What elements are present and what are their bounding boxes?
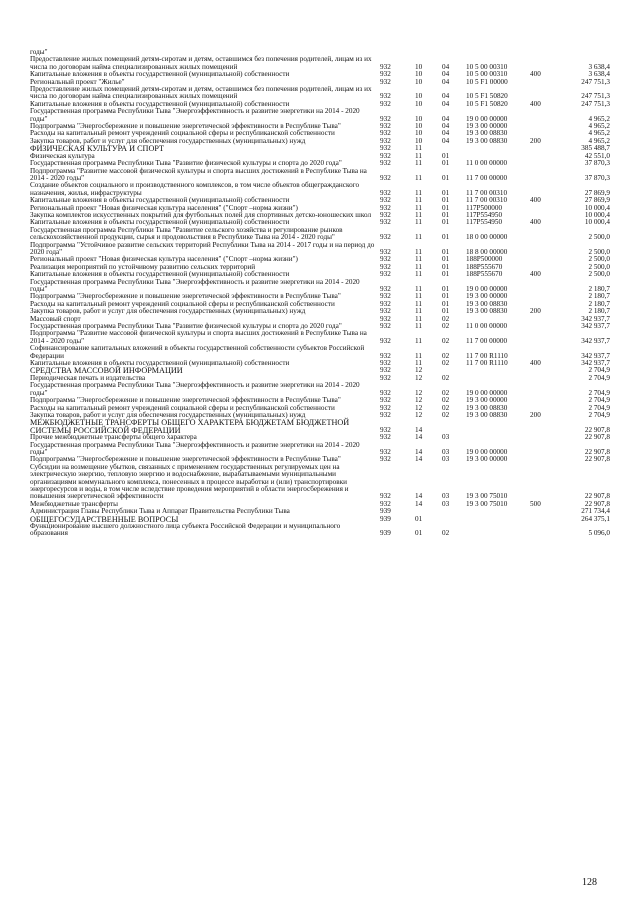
dept-code-cell: 932	[380, 307, 391, 316]
amount-cell: 2 500,0	[588, 255, 610, 264]
target-item-code-cell: 11 0 00 00000	[466, 322, 508, 331]
dept-code-cell: 932	[380, 314, 391, 323]
section-code-cell: 11	[415, 203, 422, 212]
target-item-code-cell: 18 8 00 00000	[466, 247, 508, 256]
target-item-code-cell: 19 3 00 00000	[466, 396, 508, 405]
amount-cell: 2 500,0	[588, 233, 610, 242]
table-row	[30, 227, 610, 242]
section-code-cell: 11	[415, 299, 422, 308]
description-cell: Государственная программа Республики Тыва "Развитие физической культуры и спорта до 2020 года"	[30, 159, 342, 168]
subsection-code-cell: 03	[442, 492, 450, 501]
subsection-code-cell: 02	[442, 351, 450, 360]
section-code-cell: 11	[415, 292, 422, 301]
target-item-code-cell: 117P554950	[466, 210, 503, 219]
dept-code-cell: 932	[380, 403, 391, 412]
target-item-code-cell: 188P500000	[466, 255, 503, 264]
amount-cell: 3 638,4	[588, 62, 610, 71]
amount-cell: 2 704,9	[588, 410, 610, 419]
description-cell: Подпрограмма "Развитие массовой физической культуры и спорта высших достижений в Республике Тыва на 2014 - 2020 годы"	[30, 166, 367, 182]
amount-cell: 22 907,8	[584, 447, 610, 456]
target-item-code-cell: 19 3 00 75010	[466, 499, 508, 508]
table-row	[30, 523, 610, 538]
dept-code-cell: 932	[380, 447, 391, 456]
amount-cell: 3 638,4	[588, 70, 610, 79]
dept-code-cell: 932	[380, 77, 391, 86]
section-code-cell: 10	[415, 92, 423, 101]
subsection-code-cell: 02	[442, 314, 450, 323]
subsection-code-cell: 04	[442, 70, 450, 79]
description-cell: Подпрограмма "Энергосбережение и повышение энергетической эффективности в Республике Тыва"	[30, 122, 341, 131]
section-code-cell: 11	[415, 196, 422, 205]
target-item-code-cell: 10 5 00 00310	[466, 70, 508, 79]
description-cell: Капитальные вложения в объекты государственной (муниципальной) собственности	[30, 196, 290, 205]
dept-code-cell: 932	[380, 188, 391, 197]
description-cell: Предоставление жилых помещений детям-сиротам и детям, оставшимся без попечения родителей, лицам из их числа по договорам найма специализированных жилых помещений	[30, 55, 372, 71]
amount-cell: 2 180,7	[588, 285, 610, 293]
amount-cell: 2 704,9	[588, 396, 610, 405]
table-row	[30, 86, 610, 101]
description-cell: Подпрограмма "Энергосбережение и повышение энергетической эффективности в Республике Тыва"	[30, 455, 341, 464]
amount-cell: 10 000,4	[584, 218, 610, 227]
description-cell: Создание объектов социального и производственного комплексов, в том числе объектов общегражданского назначения, жилья, инфраструктуры	[30, 181, 360, 197]
description-cell: Прочие межбюджетные трансферты общего характера	[30, 433, 197, 442]
target-item-code-cell: 19 3 00 08830	[466, 299, 508, 308]
subsection-code-cell: 03	[442, 455, 450, 464]
description-cell: Государственная программа Республики Тыва "Энергоэффективность и развитие энергетики на 2014 - 2020 годы"	[30, 440, 360, 456]
section-code-cell: 11	[415, 351, 422, 360]
target-item-code-cell: 10 5 F1 50820	[466, 92, 508, 101]
description-cell: Закупка товаров, работ и услуг для обеспечения государственных (муниципальных) нужд	[30, 410, 306, 419]
section-code-cell: 11	[415, 188, 422, 197]
amount-cell: 2 500,0	[588, 247, 610, 256]
dept-code-cell: 932	[380, 285, 391, 293]
section-code-cell: 10	[415, 114, 423, 123]
section-code-cell: 10	[415, 77, 423, 86]
dept-code-cell: 932	[380, 129, 391, 138]
target-item-code-cell: 19 3 00 00000	[466, 122, 508, 131]
dept-code-cell: 932	[380, 233, 391, 242]
dept-code-cell: 932	[380, 366, 391, 375]
subsection-code-cell: 01	[442, 299, 450, 308]
target-item-code-cell: 19 0 00 00000	[466, 285, 508, 293]
description-cell: Реализация мероприятий по устойчивому развитию сельских территорий	[30, 262, 256, 271]
amount-cell: 342 937,7	[581, 314, 610, 323]
dept-code-cell: 932	[380, 255, 391, 264]
amount-cell: 342 937,7	[581, 359, 610, 368]
target-item-code-cell: 10 5 F1 50820	[466, 99, 508, 108]
description-cell: Региональный проект "Новая физическая культура населения" ("Спорт –норма жизни")	[30, 255, 298, 264]
expense-type-code-cell: 200	[530, 410, 541, 419]
section-code-cell: 11	[415, 322, 422, 331]
subsection-code-cell: 02	[442, 373, 450, 382]
table-row	[30, 464, 610, 501]
section-code-cell: 10	[415, 62, 423, 71]
section-code-cell: 11	[415, 151, 422, 160]
section-code-cell: 10	[415, 99, 423, 108]
subsection-code-cell: 02	[442, 529, 450, 538]
target-item-code-cell: 19 3 00 00000	[466, 292, 508, 301]
amount-cell: 37 870,3	[584, 159, 610, 168]
subsection-code-cell: 04	[442, 129, 450, 138]
subsection-code-cell: 04	[442, 114, 450, 123]
section-code-cell: 14	[415, 447, 423, 456]
target-item-code-cell: 19 3 00 00000	[466, 455, 508, 464]
section-code-cell: 11	[415, 270, 422, 279]
description-cell: Подпрограмма "Устойчивое развитие сельских территорий Республики Тыва на 2014 - 2017 годы и на период до 2020 года"	[30, 240, 375, 256]
section-code-cell: 12	[415, 403, 423, 412]
table-row	[30, 345, 610, 360]
dept-code-cell: 932	[380, 425, 391, 434]
target-item-code-cell: 11 7 00 00000	[466, 336, 508, 345]
description-cell: Государственная программа Республики Тыва "Энергоэффективность и развитие энергетики на 2014 - 2020 годы"	[30, 107, 360, 123]
subsection-code-cell: 02	[442, 322, 450, 331]
section-code-cell: 11	[415, 144, 422, 153]
page-number: 128	[582, 877, 597, 888]
section-code-cell: 11	[415, 314, 422, 323]
target-item-code-cell: 11 7 00 00310	[466, 196, 508, 205]
description-cell: Периодическая печать и издательства	[30, 373, 146, 382]
amount-cell: 4 965,2	[588, 114, 610, 123]
subsection-code-cell: 02	[442, 410, 450, 419]
section-code-cell: 12	[415, 410, 423, 419]
amount-cell: 2 180,7	[588, 307, 610, 316]
description-cell: Региональный проект "Жилье"	[30, 77, 125, 86]
target-item-code-cell: 19 0 00 00000	[466, 114, 508, 123]
description-cell: Государственная программа Республики Тыва "Развитие физической культуры и спорта до 2020 года"	[30, 322, 342, 331]
table-row	[30, 308, 610, 315]
description-cell: Расходы на капитальный ремонт учреждений социальной сферы и республиканской собственности	[30, 129, 335, 138]
dept-code-cell: 932	[380, 292, 391, 301]
dept-code-cell: 932	[380, 270, 391, 279]
amount-cell: 10 000,4	[584, 210, 610, 219]
dept-code-cell: 932	[380, 492, 391, 501]
section-code-cell: 12	[415, 388, 423, 397]
dept-code-cell: 932	[380, 122, 391, 131]
subsection-code-cell: 01	[442, 292, 450, 301]
table-row	[30, 419, 610, 434]
table-row	[30, 442, 610, 457]
subsection-code-cell: 01	[442, 233, 450, 242]
budget-table	[30, 49, 610, 538]
description-cell: ОБЩЕГОСУДАРСТВЕННЫЕ ВОПРОСЫ	[30, 514, 179, 524]
target-item-code-cell: 11 7 00 R1110	[466, 351, 508, 360]
section-code-cell: 10	[415, 136, 423, 145]
subsection-code-cell: 03	[442, 433, 450, 442]
subsection-code-cell: 01	[442, 203, 450, 212]
section-code-cell: 01	[415, 514, 423, 523]
section-code-cell: 14	[415, 425, 423, 434]
section-code-cell: 10	[415, 70, 423, 79]
amount-cell: 247 751,3	[581, 92, 610, 101]
description-cell: Межбюджетные трансферты	[30, 499, 118, 508]
dept-code-cell: 932	[380, 359, 391, 368]
dept-code-cell: 939	[380, 529, 391, 538]
expense-type-code-cell: 500	[530, 499, 541, 508]
expense-type-code-cell: 400	[530, 270, 541, 279]
dept-code-cell: 932	[380, 433, 391, 442]
target-item-code-cell: 19 0 00 00000	[466, 388, 508, 397]
description-cell: Массовый спорт	[30, 314, 81, 323]
amount-cell: 42 551,0	[584, 151, 610, 160]
amount-cell: 5 096,0	[588, 529, 610, 538]
dept-code-cell: 932	[380, 499, 391, 508]
dept-code-cell: 932	[380, 203, 391, 212]
description-cell: Подпрограмма "Энергосбережение и повышение энергетической эффективности в Республике Тыва"	[30, 396, 341, 405]
amount-cell: 2 704,9	[588, 366, 610, 375]
section-code-cell: 10	[415, 122, 423, 131]
expense-type-code-cell: 400	[530, 218, 541, 227]
subsection-code-cell: 01	[442, 255, 450, 264]
target-item-code-cell: 18 0 00 00000	[466, 233, 508, 242]
amount-cell: 4 965,2	[588, 136, 610, 145]
section-code-cell: 11	[415, 210, 422, 219]
table-row	[30, 279, 610, 294]
subsection-code-cell: 04	[442, 62, 450, 71]
section-code-cell: 12	[415, 373, 423, 382]
description-cell: Капитальные вложения в объекты государственной (муниципальной) собственности	[30, 70, 290, 79]
amount-cell: 385 488,7	[581, 144, 610, 153]
amount-cell: 2 180,7	[588, 292, 610, 301]
dept-code-cell: 932	[380, 322, 391, 331]
description-cell: Подпрограмма "Энергосбережение и повышение энергетической эффективности в Республике Тыва"	[30, 292, 341, 301]
subsection-code-cell: 04	[442, 77, 450, 86]
amount-cell: 342 937,7	[581, 322, 610, 331]
description-cell: Закупка комплектов искусственных покрытий для футбольных полей для спортивных детско-юношеских школ	[30, 210, 372, 219]
subsection-code-cell: 01	[442, 159, 450, 168]
description-cell: Физическая культура	[30, 151, 95, 160]
dept-code-cell: 932	[380, 62, 391, 71]
expense-type-code-cell: 200	[530, 136, 541, 145]
dept-code-cell: 939	[380, 507, 391, 516]
subsection-code-cell: 01	[442, 285, 450, 293]
description-cell: Капитальные вложения в объекты государственной (муниципальной) собственности	[30, 99, 290, 108]
table-row	[30, 382, 610, 397]
amount-cell: 22 907,8	[584, 425, 610, 434]
description-cell: Государственная программа Республики Тыва "Энергоэффективность и развитие энергетики на 2014 - 2020 годы"	[30, 381, 360, 397]
target-item-code-cell: 19 3 00 75010	[466, 492, 508, 501]
subsection-code-cell: 01	[442, 151, 450, 160]
subsection-code-cell: 04	[442, 136, 450, 145]
subsection-code-cell: 04	[442, 122, 450, 131]
expense-type-code-cell: 400	[530, 359, 541, 368]
amount-cell: 342 937,7	[581, 351, 610, 360]
dept-code-cell: 932	[380, 218, 391, 227]
target-item-code-cell: 19 3 00 08830	[466, 410, 508, 419]
subsection-code-cell: 01	[442, 210, 450, 219]
subsection-code-cell: 02	[442, 388, 450, 397]
dept-code-cell: 932	[380, 70, 391, 79]
section-code-cell: 01	[415, 529, 423, 538]
amount-cell: 2 500,0	[588, 262, 610, 271]
dept-code-cell: 932	[380, 159, 391, 168]
subsection-code-cell: 02	[442, 396, 450, 405]
description-cell: Капитальные вложения в объекты государственной (муниципальной) собственности	[30, 218, 290, 227]
target-item-code-cell: 11 7 00 00310	[466, 188, 508, 197]
expense-type-code-cell: 400	[530, 70, 541, 79]
dept-code-cell: 932	[380, 262, 391, 271]
expense-type-code-cell: 200	[530, 307, 541, 316]
table-row	[30, 168, 610, 183]
amount-cell: 4 965,2	[588, 129, 610, 138]
section-code-cell: 11	[415, 247, 422, 256]
section-code-cell: 11	[415, 233, 422, 242]
amount-cell: 247 751,3	[581, 77, 610, 86]
section-code-cell: 11	[415, 262, 422, 271]
description-cell: Закупка товаров, работ и услуг для обеспечения государственных (муниципальных) нужд	[30, 307, 306, 316]
dept-code-cell: 932	[380, 151, 391, 160]
description-cell: годы"	[30, 48, 48, 56]
description-cell: Капитальные вложения в объекты государственной (муниципальной) собственности	[30, 270, 290, 279]
amount-cell: 22 907,8	[584, 492, 610, 501]
target-item-code-cell: 188P555670	[466, 262, 503, 271]
dept-code-cell: 932	[380, 351, 391, 360]
target-item-code-cell: 10 5 00 00310	[466, 62, 508, 71]
subsection-code-cell: 04	[442, 92, 450, 101]
section-code-cell: 11	[415, 307, 422, 316]
target-item-code-cell: 188P555670	[466, 270, 503, 279]
section-code-cell: 14	[415, 433, 423, 442]
dept-code-cell: 932	[380, 388, 391, 397]
dept-code-cell: 932	[380, 410, 391, 419]
dept-code-cell: 932	[380, 144, 391, 153]
subsection-code-cell: 04	[442, 99, 450, 108]
amount-cell: 247 751,3	[581, 99, 610, 108]
subsection-code-cell: 03	[442, 447, 450, 456]
amount-cell: 2 704,9	[588, 373, 610, 382]
amount-cell: 4 965,2	[588, 122, 610, 131]
dept-code-cell: 932	[380, 247, 391, 256]
section-code-cell: 12	[415, 396, 423, 405]
amount-cell: 2 500,0	[588, 270, 610, 279]
description-cell: Расходы на капитальный ремонт учреждений социальной сферы и республиканской собственности	[30, 403, 335, 412]
amount-cell: 2 704,9	[588, 388, 610, 397]
description-cell: Расходы на капитальный ремонт учреждений социальной сферы и республиканской собственности	[30, 299, 335, 308]
table-row	[30, 182, 610, 197]
dept-code-cell: 932	[380, 196, 391, 205]
description-cell: ФИЗИЧЕСКАЯ КУЛЬТУРА И СПОРТ	[30, 144, 165, 154]
amount-cell: 22 907,8	[584, 455, 610, 464]
description-cell: Капитальные вложения в объекты государственной (муниципальной) собственности	[30, 359, 290, 368]
description-cell: СРЕДСТВА МАССОВОЙ ИНФОРМАЦИИ	[30, 366, 183, 376]
subsection-code-cell: 01	[442, 307, 450, 316]
target-item-code-cell: 19 3 00 08830	[466, 136, 508, 145]
target-item-code-cell: 117P554950	[466, 218, 503, 227]
amount-cell: 271 734,4	[581, 507, 610, 516]
subsection-code-cell: 01	[442, 173, 450, 182]
amount-cell: 2 180,7	[588, 299, 610, 308]
dept-code-cell: 932	[380, 210, 391, 219]
target-item-code-cell: 19 0 00 00000	[466, 447, 508, 456]
dept-code-cell: 932	[380, 373, 391, 382]
target-item-code-cell: 19 3 00 08830	[466, 129, 508, 138]
amount-cell: 22 907,8	[584, 433, 610, 442]
target-item-code-cell: 19 3 00 08830	[466, 403, 508, 412]
subsection-code-cell: 01	[442, 247, 450, 256]
subsection-code-cell: 02	[442, 403, 450, 412]
target-item-code-cell: 19 3 00 08830	[466, 307, 508, 316]
table-row	[30, 242, 610, 257]
description-cell: Функционирование высшего должностного лица субъекта Российской Федерации и муниципального образования	[30, 522, 341, 538]
section-code-cell: 11	[415, 285, 422, 293]
expense-type-code-cell: 400	[530, 196, 541, 205]
target-item-code-cell: 11 7 00 00000	[466, 173, 508, 182]
dept-code-cell: 932	[380, 336, 391, 345]
table-row	[30, 56, 610, 71]
subsection-code-cell: 01	[442, 196, 450, 205]
subsection-code-cell: 02	[442, 336, 450, 345]
description-cell: Администрация Главы Республики Тыва и Аппарат Правительства Республики Тыва	[30, 507, 290, 516]
amount-cell: 37 870,3	[584, 173, 610, 182]
section-code-cell: 11	[415, 255, 422, 264]
description-cell: Предоставление жилых помещений детям-сиротам и детям, оставшимся без попечения родителей, лицам из их числа по договорам найма специализированных жилых помещений	[30, 85, 372, 101]
description-cell: МЕЖБЮДЖЕТНЫЕ ТРАНСФЕРТЫ ОБЩЕГО ХАРАКТЕРА БЮДЖЕТАМ БЮДЖЕТНОЙ СИСТЕМЫ РОССИЙСКОЙ ФЕДЕРАЦИИ	[30, 418, 350, 435]
subsection-code-cell: 02	[442, 359, 450, 368]
subsection-code-cell: 01	[442, 188, 450, 197]
dept-code-cell: 939	[380, 514, 391, 523]
dept-code-cell: 932	[380, 114, 391, 123]
description-cell: Государственная программа Республики Тыва "Развитие сельского хозяйства и регулирование рынков сельскохозяйственной продукции, сырья и продовольствия в Республике Тыва на 2014 - 2020 годы"	[30, 225, 343, 242]
dept-code-cell: 932	[380, 136, 391, 145]
dept-code-cell: 932	[380, 92, 391, 101]
section-code-cell: 14	[415, 455, 423, 464]
description-cell: Софинансирование капитальных вложений в объекты государственной собственности субъектов Российской Федерации	[30, 344, 365, 360]
expense-type-code-cell: 400	[530, 99, 541, 108]
subsection-code-cell: 01	[442, 262, 450, 271]
description-cell: Региональный проект "Новая физическая культура населения" ("Спорт –норма жизни")	[30, 203, 298, 212]
subsection-code-cell: 01	[442, 218, 450, 227]
section-code-cell: 11	[415, 359, 422, 368]
section-code-cell: 11	[415, 218, 422, 227]
amount-cell: 342 937,7	[581, 336, 610, 345]
table-row	[30, 108, 610, 123]
section-code-cell: 10	[415, 129, 423, 138]
amount-cell: 2 704,9	[588, 403, 610, 412]
amount-cell: 27 869,9	[584, 196, 610, 205]
target-item-code-cell: 11 7 00 R1110	[466, 359, 508, 368]
subsection-code-cell: 01	[442, 270, 450, 279]
dept-code-cell: 932	[380, 99, 391, 108]
dept-code-cell: 932	[380, 299, 391, 308]
subsection-code-cell: 03	[442, 499, 450, 508]
amount-cell: 27 869,9	[584, 188, 610, 197]
section-code-cell: 11	[415, 159, 422, 168]
description-cell: Закупка товаров, работ и услуг для обеспечения государственных (муниципальных) нужд	[30, 136, 306, 145]
target-item-code-cell: 117P500000	[466, 203, 503, 212]
dept-code-cell: 932	[380, 173, 391, 182]
dept-code-cell: 932	[380, 396, 391, 405]
target-item-code-cell: 11 0 00 00000	[466, 159, 508, 168]
amount-cell: 22 907,8	[584, 499, 610, 508]
table-row	[30, 145, 610, 152]
dept-code-cell: 932	[380, 455, 391, 464]
table-row	[30, 330, 610, 345]
description-cell: Субсидии на возмещение убытков, связанных с применением государственных регулируемых цен на электрическую энергию, тепловую энергию и водоснабжение, вырабатываемыми муниципальными организациями коммунального комплекса, понесенных в процессе выработки и (или) транспортировки энергоресурсов и воды, в том числе вследствие проведения мероприятий в области энергосбережения и повышения энергетической эффективности	[30, 462, 349, 501]
amount-cell: 264 375,1	[581, 514, 610, 523]
section-code-cell: 11	[415, 336, 422, 345]
section-code-cell: 11	[415, 173, 422, 182]
section-code-cell: 14	[415, 499, 423, 508]
target-item-code-cell: 10 5 F1 00000	[466, 77, 508, 86]
description-cell: Подпрограмма "Развитие массовой физической культуры и спорта высших достижений в Республике Тыва на 2014 - 2020 годы"	[30, 329, 367, 345]
amount-cell: 10 000,4	[584, 203, 610, 212]
description-cell: Государственная программа Республики Тыва "Энергоэффективность и развитие энергетики на 2014 - 2020 годы"	[30, 277, 360, 293]
section-code-cell: 12	[415, 366, 423, 375]
section-code-cell: 14	[415, 492, 423, 501]
